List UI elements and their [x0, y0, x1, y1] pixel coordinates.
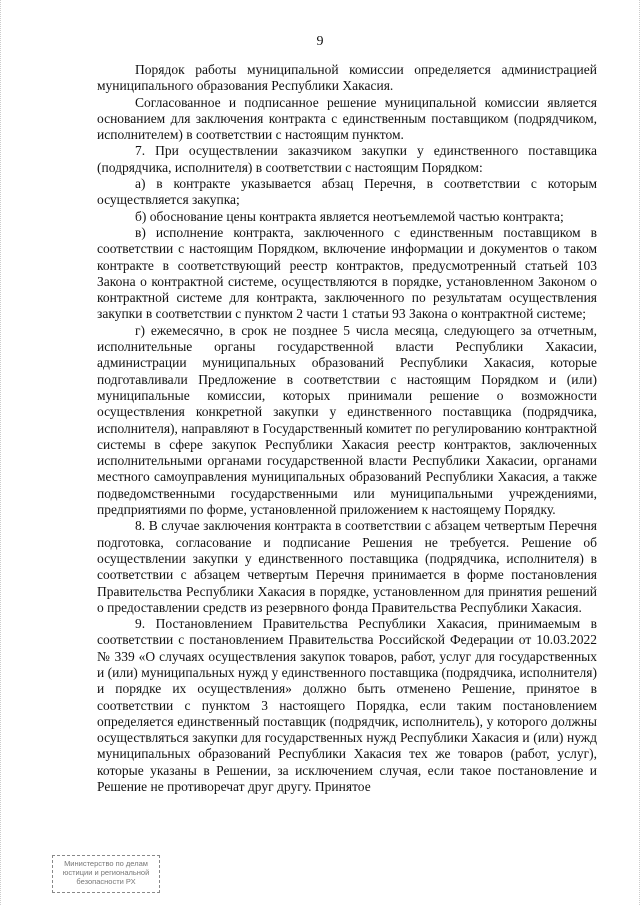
paragraph: а) в контракте указывается абзац Перечня, в соответствии с которым осуществляется закупка;: [97, 176, 597, 208]
page-number: 9: [316, 34, 324, 49]
paragraph: г) ежемесячно, в срок не позднее 5 числа месяца, следующего за отчетным, исполнительные органы государственной власти Республики Хакасии, администрации муниципальных образований Республики Хакасия, которые подготавливали Предложение в соответствии с настоящим Порядком и (или) муниципальные комиссии, которых принимали решение о возможности осуществления конкретной закупки у единственного поставщика (подрядчика, исполнителя), направляют в Государственный комитет по регулированию контрактной системы в сфере закупок Республики Хакасия реестр контрактов, заключенных исполнительными органами государственной власти Республики Хакасии, органами местного самоуправления муниципальных образований Республики Хакасия, а также подведомственными государственными или муниципальными учреждениями, предприятиями по форме, установленной приложением к настоящему Порядку.: [97, 322, 597, 518]
paragraph: в) исполнение контракта, заключенного с единственным поставщиком в соответствии с настоящим Порядком, включение информации и документов о таком контракте в соответствующий реестр контрактов, предусмотренный статьей 103 Закона о контрактной системе, осуществляются в порядке, установленном Законом о контрактной системе для контракта, заключенного по результатам осуществления закупки в соответствии с пунктом 2 части 1 статьи 93 Закона о контрактной системе;: [97, 224, 597, 322]
paragraph: б) обоснование цены контракта является неотъемлемой частью контракта;: [135, 208, 564, 224]
stamp-line: юстиции и региональной: [62, 868, 150, 877]
stamp-line: Министерство по делам: [64, 859, 148, 868]
paragraph: 9. Постановлением Правительства Республики Хакасия, принимаемым в соответствии с постановлением Правительства Российской Федерации от 10.03.2022 № 339 «О случаях осуществления закупок товаров, работ, услуг для государственных и (или) муниципальных нужд у единственного поставщика (подрядчика, исполнителя) и порядке их осуществления» должно быть отменено Решение, принятое в соответствии с пунктом 3 настоящего Порядка, если таким постановлением определяется единственный поставщик (подрядчик, исполнитель), у которого должны осуществляться закупки для государственных нужд Республики Хакасия и (или) нужд муниципальных образований Республики Хакасия тех же товаров (работ, услуг), которые указаны в Решении, за исключением случая, если такое постановление и Решение не противоречат друг другу. Принятое: [97, 616, 597, 795]
document-body: [97, 62, 597, 795]
registration-stamp: [52, 855, 160, 893]
paragraph: Порядок работы муниципальной комиссии определяется администрацией муниципального образования Республики Хакасия.: [97, 62, 597, 94]
paragraph: 8. В случае заключения контракта в соответствии с абзацем четвертым Перечня подготовка, согласование и подписание Решения не требуется. Решение об осуществлении закупки у единственного поставщика (подрядчика, исполнителя) в соответствии с абзацем четвертым Перечня принимается в форме постановления Правительства Республики Хакасия в порядке, установленном для принятия решений о предоставлении средств из резервного фонда Правительства Республики Хакасия.: [97, 518, 597, 615]
scan-edge-left: [0, 0, 3, 905]
stamp-line: безопасности РХ: [76, 877, 136, 886]
paragraph: Согласованное и подписанное решение муниципальной комиссии является основанием для заключения контракта с единственным поставщиком (подрядчиком, исполнителем) в соответствии с настоящим пунктом.: [97, 94, 597, 143]
paragraph: 7. При осуществлении заказчиком закупки у единственного поставщика (подрядчика, исполнителя) в соответствии с настоящим Порядком:: [97, 143, 597, 175]
